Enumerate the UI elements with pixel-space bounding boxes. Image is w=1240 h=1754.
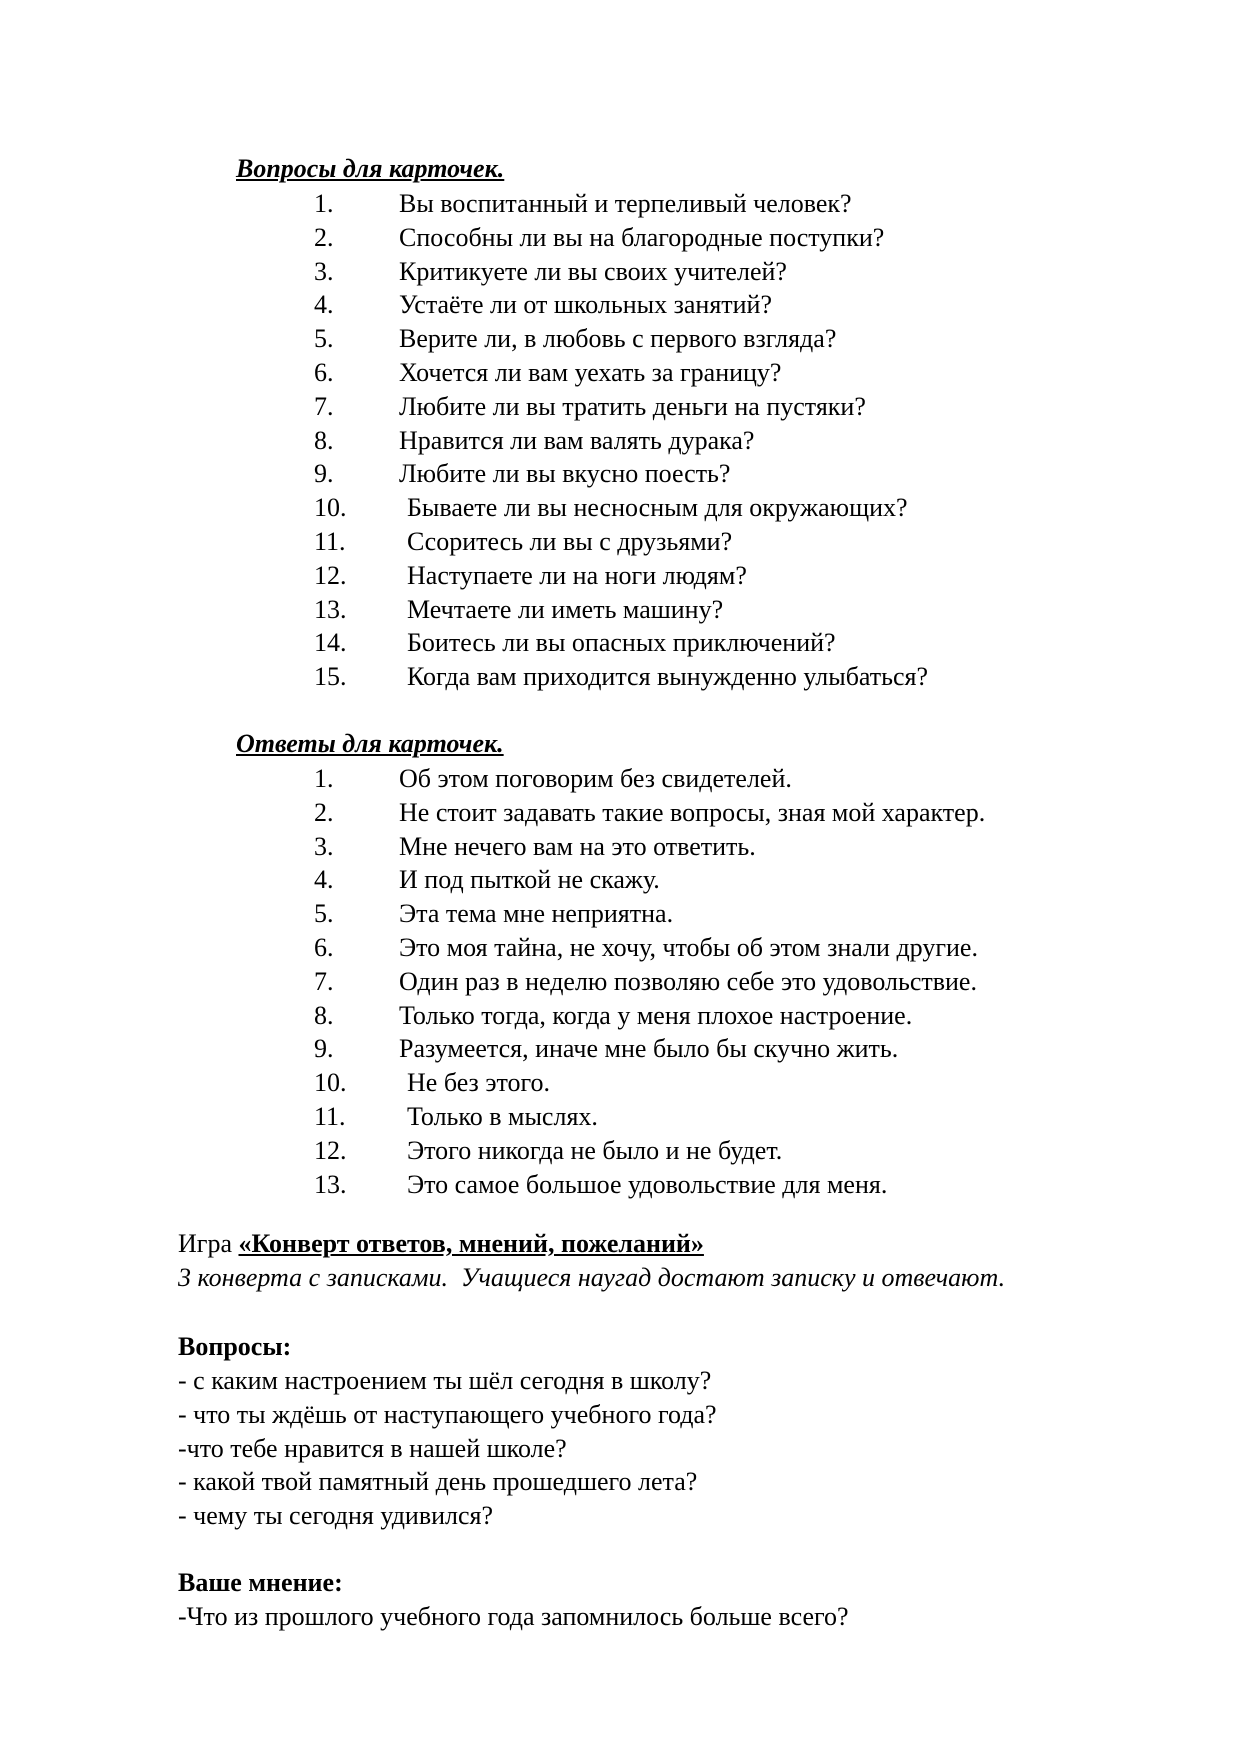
item-number: 7.: [314, 966, 334, 996]
game-name: «Конверт ответов, мнений, пожеланий»: [238, 1229, 704, 1258]
list-item: - что ты ждёшь от наступающего учебного года?: [178, 1399, 717, 1429]
game-description: 3 конверта с записками. Учащиеся наугад достают записку и отвечают.: [178, 1263, 1006, 1292]
item-text: Об этом поговорим без свидетелей.: [399, 764, 792, 793]
item-number: 5.: [314, 899, 334, 929]
item-number: 13.: [314, 1169, 347, 1199]
item-number: 3.: [314, 831, 334, 861]
list-item: [0, 1134, 1240, 1168]
game-questions-heading: Вопросы:: [178, 1332, 292, 1361]
list-item: [0, 322, 1240, 356]
item-number: 15.: [314, 662, 347, 692]
list-item: [0, 187, 1240, 221]
item-text: Наступаете ли на ноги людям?: [407, 560, 747, 590]
list-item: - чему ты сегодня удивился?: [178, 1501, 494, 1531]
item-number: 2.: [314, 222, 334, 252]
item-number: 7.: [314, 391, 334, 421]
item-number: 10.: [314, 493, 347, 523]
list-item: [0, 221, 1240, 255]
item-number: 14.: [314, 628, 347, 658]
list-item: [0, 491, 1240, 525]
list-item: [0, 593, 1240, 627]
item-number: 8.: [314, 425, 334, 455]
list-item: [0, 965, 1240, 999]
item-text: Ссоритесь ли вы с друзьями?: [407, 526, 733, 556]
list-item: [0, 626, 1240, 660]
item-text: Эта тема мне неприятна.: [399, 899, 674, 929]
item-text: Это самое большое удовольствие для меня.: [407, 1169, 888, 1199]
item-number: 9.: [314, 459, 334, 489]
item-text: Этого никогда не было и не будет.: [407, 1135, 783, 1165]
item-text: Бываете ли вы несносным для окружающих?: [407, 493, 908, 523]
item-text: Вы воспитанный и терпеливый человек?: [399, 189, 852, 218]
list-item: [0, 390, 1240, 424]
game-title-lead: Игра: [178, 1229, 239, 1258]
list-item: -что тебе нравится в нашей школе?: [178, 1433, 567, 1463]
item-text: Только в мыслях.: [407, 1101, 598, 1131]
item-text: Критикуете ли вы своих учителей?: [399, 256, 787, 286]
answers-list: [0, 762, 1240, 1201]
questions-list: [0, 187, 1240, 694]
game-title: [178, 1227, 704, 1261]
list-item: [0, 796, 1240, 830]
item-number: 11.: [314, 526, 346, 556]
list-item: [0, 424, 1240, 458]
list-item: [0, 525, 1240, 559]
item-text: Любите ли вы вкусно поесть?: [399, 459, 731, 489]
item-text: Не без этого.: [407, 1068, 551, 1098]
item-text: Боитесь ли вы опасных приключений?: [407, 628, 836, 658]
item-text: Мечтаете ли иметь машину?: [407, 594, 724, 624]
item-text: Любите ли вы тратить деньги на пустяки?: [399, 391, 866, 421]
item-text: Разумеется, иначе мне было бы скучно жить.: [399, 1034, 899, 1064]
opinion-heading: Ваше мнение:: [178, 1568, 343, 1597]
item-number: 2.: [314, 797, 334, 827]
item-number: 8.: [314, 1000, 334, 1030]
item-number: 10.: [314, 1068, 347, 1098]
list-item: [0, 660, 1240, 694]
item-text: Только тогда, когда у меня плохое настроение.: [399, 1000, 913, 1030]
item-number: 12.: [314, 1135, 347, 1165]
list-item: [0, 931, 1240, 965]
list-item: [0, 863, 1240, 897]
list-item: - какой твой памятный день прошедшего лета?: [178, 1467, 698, 1497]
item-number: 3.: [314, 256, 334, 286]
item-number: 5.: [314, 324, 334, 354]
item-number: 6.: [314, 932, 334, 962]
item-text: Способны ли вы на благородные поступки?: [399, 222, 885, 252]
item-number: 13.: [314, 594, 347, 624]
list-item: [0, 1032, 1240, 1066]
list-item: [0, 830, 1240, 864]
list-item: [0, 1066, 1240, 1100]
item-text: Не стоит задавать такие вопросы, зная мой характер.: [399, 797, 986, 827]
list-item: [0, 762, 1240, 796]
item-text: Мне нечего вам на это ответить.: [399, 831, 756, 861]
list-item: [0, 356, 1240, 390]
item-text: Когда вам приходится вынужденно улыбаться?: [407, 662, 929, 692]
list-item: [0, 999, 1240, 1033]
item-text: Устаёте ли от школьных занятий?: [399, 290, 773, 320]
list-item: [0, 1100, 1240, 1134]
list-item: [0, 288, 1240, 322]
item-text: Это моя тайна, не хочу, чтобы об этом знали другие.: [399, 932, 978, 962]
list-item: -Что из прошлого учебного года запомнилось больше всего?: [178, 1602, 849, 1631]
item-number: 9.: [314, 1034, 334, 1064]
item-number: 1.: [314, 189, 334, 218]
item-number: 4.: [314, 865, 334, 895]
item-number: 6.: [314, 357, 334, 387]
item-text: Верите ли, в любовь с первого взгляда?: [399, 324, 837, 354]
item-number: 12.: [314, 560, 347, 590]
item-text: Один раз в неделю позволяю себе это удовольствие.: [399, 966, 977, 996]
item-text: Нравится ли вам валять дурака?: [399, 425, 755, 455]
game-questions-list: [178, 1364, 717, 1533]
questions-heading: Вопросы для карточек.: [236, 154, 505, 183]
answers-heading: Ответы для карточек.: [236, 729, 504, 758]
item-number: 11.: [314, 1101, 346, 1131]
list-item: [0, 897, 1240, 931]
opinion-list: [178, 1600, 849, 1634]
list-item: [0, 255, 1240, 289]
item-number: 4.: [314, 290, 334, 320]
item-text: И под пыткой не скажу.: [399, 865, 660, 895]
item-number: 1.: [314, 764, 334, 793]
list-item: [0, 559, 1240, 593]
list-item: [0, 1168, 1240, 1202]
item-text: Хочется ли вам уехать за границу?: [399, 357, 782, 387]
list-item: - с каким настроением ты шёл сегодня в школу?: [178, 1366, 712, 1395]
list-item: [0, 457, 1240, 491]
